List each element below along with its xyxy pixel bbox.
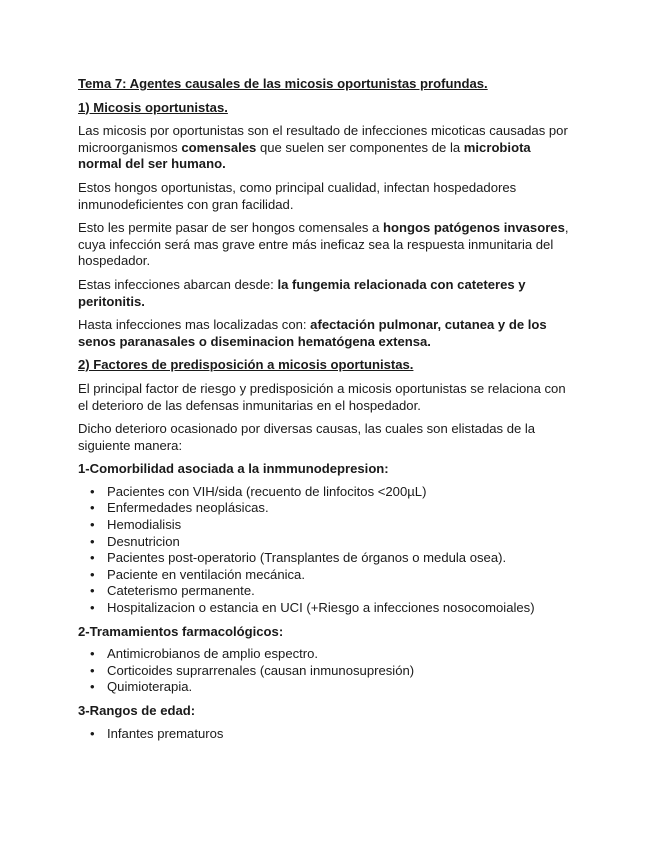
text-run: , cuya infección será mas grave entre más ineficaz sea la respuesta inmunitaria del hospedador. bbox=[78, 220, 569, 269]
text-run: Hasta infecciones mas localizadas con: bbox=[78, 317, 311, 333]
list-item-text: Pacientes con VIH/sida (recuento de linfocitos <200µL) bbox=[107, 483, 427, 499]
list-item bbox=[90, 484, 574, 501]
paragraph: Estos hongos oportunistas, como principal cualidad, infectan hospedadores inmunodeficientes con gran facilidad. bbox=[78, 179, 517, 212]
list-item-text: Cateterismo permanente. bbox=[107, 583, 255, 599]
list-item-text: Desnutricion bbox=[107, 533, 180, 549]
document-title: Tema 7: Agentes causales de las micosis oportunistas profundas. bbox=[78, 76, 488, 91]
list-item-text: Hemodialisis bbox=[107, 517, 182, 533]
group-1-list bbox=[78, 484, 574, 617]
list-item bbox=[90, 534, 574, 551]
bullet-icon: • bbox=[90, 600, 95, 616]
list-item bbox=[90, 646, 574, 663]
bold-text: microbiota normal del ser humano. bbox=[78, 139, 531, 172]
text-run: Estas infecciones abarcan desde: bbox=[78, 276, 278, 292]
section-2-heading: 2) Factores de predisposición a micosis oportunistas. bbox=[78, 357, 414, 373]
paragraph bbox=[78, 123, 574, 173]
paragraph bbox=[78, 220, 574, 270]
bullet-icon: • bbox=[90, 679, 95, 695]
list-item bbox=[90, 600, 574, 617]
bullet-icon: • bbox=[90, 583, 95, 599]
document-page bbox=[78, 76, 574, 749]
bold-text: hongos patógenos invasores bbox=[382, 220, 565, 236]
group-1-title: 1-Comorbilidad asociada a la inmmunodepresion: bbox=[78, 461, 389, 477]
list-item bbox=[90, 500, 574, 517]
bullet-icon: • bbox=[90, 725, 95, 741]
group-3-title: 3-Rangos de edad: bbox=[78, 703, 196, 718]
list-item-text: Enfermedades neoplásicas. bbox=[107, 500, 269, 516]
list-item-text: Antimicrobianos de amplio espectro. bbox=[107, 646, 319, 662]
paragraph bbox=[78, 317, 574, 350]
list-item bbox=[90, 550, 574, 567]
bullet-icon: • bbox=[90, 483, 95, 499]
group-2-list bbox=[78, 646, 574, 696]
paragraph: El principal factor de riesgo y predisposición a micosis oportunistas se relaciona con el deterioro de las defensas inmunitarias en el hospedador. bbox=[78, 380, 566, 413]
bold-text: la fungemia relacionada con cateteres y peritonitis. bbox=[78, 276, 526, 309]
list-item bbox=[90, 567, 574, 584]
list-item bbox=[90, 583, 574, 600]
list-item bbox=[90, 679, 574, 696]
list-item-text: Pacientes post-operatorio (Transplantes de órganos o medula osea). bbox=[107, 550, 507, 566]
list-item-text: Paciente en ventilación mecánica. bbox=[107, 566, 305, 582]
list-item bbox=[90, 663, 574, 680]
paragraph: Dicho deterioro ocasionado por diversas causas, las cuales son elistadas de la siguiente manera: bbox=[78, 421, 536, 453]
bold-text: comensales bbox=[181, 139, 257, 155]
list-item-text: Quimioterapia. bbox=[107, 679, 193, 695]
bold-text: afectación pulmonar, cutanea y de los senos paranasales o diseminacion hematógena extensa. bbox=[78, 317, 547, 349]
list-item bbox=[90, 726, 574, 743]
bullet-icon: • bbox=[90, 566, 95, 582]
bullet-icon: • bbox=[90, 646, 95, 662]
list-item bbox=[90, 517, 574, 534]
text-run: Esto les permite pasar de ser hongos comensales a bbox=[78, 220, 383, 236]
section-1-heading: 1) Micosis oportunistas. bbox=[78, 99, 228, 115]
paragraph bbox=[78, 277, 574, 310]
bullet-icon: • bbox=[90, 662, 95, 678]
text-run: Las micosis por oportunistas son el resultado de infecciones micoticas causadas por microorganismos bbox=[78, 123, 568, 155]
text-run: que suelen ser componentes de la bbox=[256, 139, 464, 155]
bullet-icon: • bbox=[90, 533, 95, 549]
bullet-icon: • bbox=[90, 517, 95, 533]
list-item-text: Corticoides suprarrenales (causan inmunosupresión) bbox=[107, 662, 415, 678]
bullet-icon: • bbox=[90, 550, 95, 566]
list-item-text: Hospitalizacion o estancia en UCI (+Riesgo a infecciones nosocomoiales) bbox=[107, 600, 535, 616]
list-item-text: Infantes prematuros bbox=[107, 725, 224, 741]
group-2-title: 2-Tramamientos farmacológicos: bbox=[78, 623, 284, 639]
bullet-icon: • bbox=[90, 500, 95, 516]
group-3-list bbox=[78, 726, 574, 743]
